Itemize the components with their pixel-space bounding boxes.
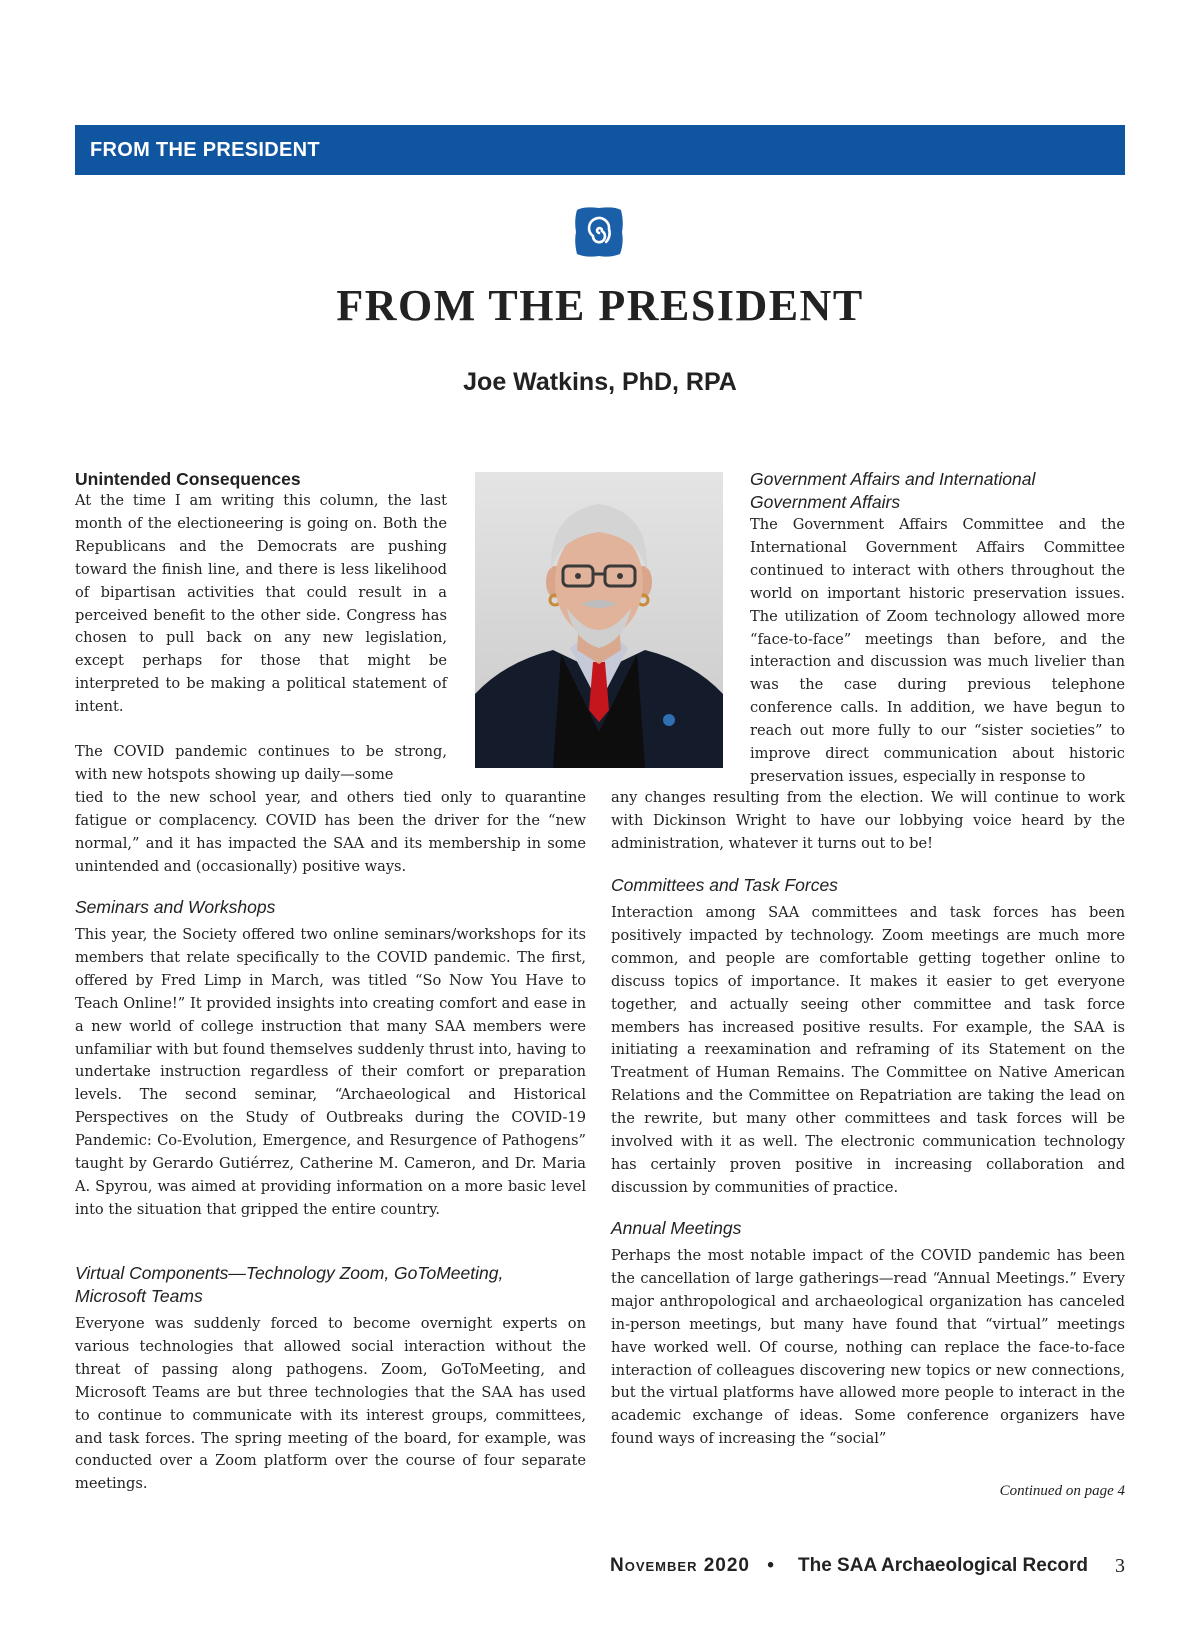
paragraph-unintended-2a	[75, 741, 447, 787]
paragraph-text: Interaction among SAA committees and task forces has been positively impacted by technology. Zoom meetings are much more common, and people are comfortable getting together online to discuss topics of importance. It makes it easier to get everyone together, and actually seeing other committee and task force members has increased positive results. For example, the SAA is initiating a reexamination and reframing of its Statement on the Treatment of Human Remains. The Committee on Native American Relations and the Committee on Repatriation are taking the lead on the rewrite, but many other committees and task forces will be involved with it as well. The electronic communication technology has certainly proven positive in increasing collaboration and discussion by communities of practice.	[611, 904, 1125, 1196]
paragraph-annual-meetings	[611, 1245, 1125, 1451]
paragraph-text: The Government Affairs Committee and the International Government Affairs Committee continued to interact with others throughout the world on important historic preservation issues. The utilization of Zoom technology allowed more “face-to-face” meetings than before, and the interaction and discussion was much livelier than was the case during previous telephone conference calls. In addition, we have begun to reach out more fully to our “sister societies” to improve direct communication about historic preservation issues, especially in response to	[750, 516, 1125, 785]
paragraph-seminars	[75, 924, 586, 1222]
paragraph-text: Everyone was suddenly forced to become overnight experts on various technologies that allowed social interaction without the threat of passing along pathogens. Zoom, GoToMeeting, and Microsoft Teams are but three technologies that the SAA has used to continue to communicate with its interest groups, committees, and task forces. The spring meeting of the board, for example, was conducted over a Zoom platform over the course of four separate meetings.	[75, 1315, 586, 1493]
paragraph-text: The COVID pandemic continues to be strong, with new hotspots showing up daily—some	[75, 743, 447, 783]
paragraph-committees	[611, 902, 1125, 1200]
page-title: FROM THE PRESIDENT	[336, 281, 864, 330]
portrait-photo-icon	[475, 472, 723, 768]
heading-annual-meetings: Annual Meetings	[611, 1218, 742, 1238]
paragraph-unintended-1	[75, 490, 447, 719]
paragraph-virtual	[75, 1313, 586, 1496]
portrait-photo	[475, 472, 723, 768]
section-banner: FROM THE PRESIDENT	[75, 125, 1125, 175]
heading-committees-task-forces: Committees and Task Forces	[611, 875, 838, 895]
heading-seminars-workshops: Seminars and Workshops	[75, 897, 276, 917]
spiral-logo-icon	[574, 206, 624, 258]
heading-virtual-components-2: Microsoft Teams	[75, 1286, 203, 1306]
author-byline: Joe Watkins, PhD, RPA	[463, 368, 737, 396]
continued-note: Continued on page 4	[999, 1483, 1125, 1499]
paragraph-text: any changes resulting from the election. We will continue to work with Dickinson Wright to have our lobbying voice heard by the administration, whatever it turns out to be!	[611, 789, 1125, 852]
page-footer	[610, 1555, 1125, 1583]
paragraph-unintended-2b	[75, 787, 586, 879]
footer-page-number: 3	[1115, 1555, 1125, 1577]
paragraph-government-affairs-a	[750, 514, 1125, 789]
paragraph-text: At the time I am writing this column, the last month of the electioneering is going on. Both the Republicans and the Democrats are pushing toward the finish line, and there is less likelihood of bipartisan activities that could result in a perceived benefit to the other side. Congress has chosen to pull back on any new legislation, except perhaps for those that might be interpreted to be making a political statement of intent.	[75, 492, 447, 716]
footer-issue-date: November 2020	[610, 1555, 750, 1576]
paragraph-government-affairs-b	[611, 787, 1125, 856]
paragraph-text: Perhaps the most notable impact of the COVID pandemic has been the cancellation of large gatherings—read “Annual Meetings.” Every major anthropological and archaeological organization has canceled in-person meetings, but many have found that “virtual” meetings have worked well. Of course, nothing can replace the face-to-face interaction of colleagues discovering new topics or new connections, but the virtual platforms have allowed more people to interact in the academic exchange of ideas. Some conference organizers have found ways of increasing the “social”	[611, 1247, 1125, 1448]
footer-bullet: •	[767, 1555, 774, 1576]
footer-publication: The SAA Archaeological Record	[798, 1555, 1088, 1576]
heading-unintended-consequences: Unintended Consequences	[75, 469, 301, 489]
paragraph-text: This year, the Society offered two online seminars/workshops for its members that relate specifically to the COVID pandemic. The first, offered by Fred Limp in March, was titled “So Now You Have to Teach Online!” It provided insights into creating comfort and ease in a new world of college instruction that many SAA members were unfamiliar with but found themselves suddenly thrust into, having to undertake instruction regardless of their comfort or preparation levels. The second seminar, “Archaeological and Historical Perspectives on the Study of Outbreaks during the COVID-19 Pandemic: Co-Evolution, Emergence, and Resurgence of Pathogens” taught by Gerardo Gutiérrez, Catherine M. Cameron, and Dr. Maria A. Spyrou, was aimed at providing information on a more basic level into the situation that gripped the entire country.	[75, 926, 586, 1218]
heading-virtual-components-1: Virtual Components—Technology Zoom, GoToMeeting,	[75, 1263, 504, 1283]
heading-government-affairs-2: Government Affairs	[750, 492, 901, 512]
paragraph-text: tied to the new school year, and others tied only to quarantine fatigue or complacency. COVID has been the driver for the “new normal,” and it has impacted the SAA and its membership in some unintended and (occasionally) positive ways.	[75, 789, 586, 875]
heading-government-affairs-1: Government Affairs and International	[750, 469, 1036, 489]
